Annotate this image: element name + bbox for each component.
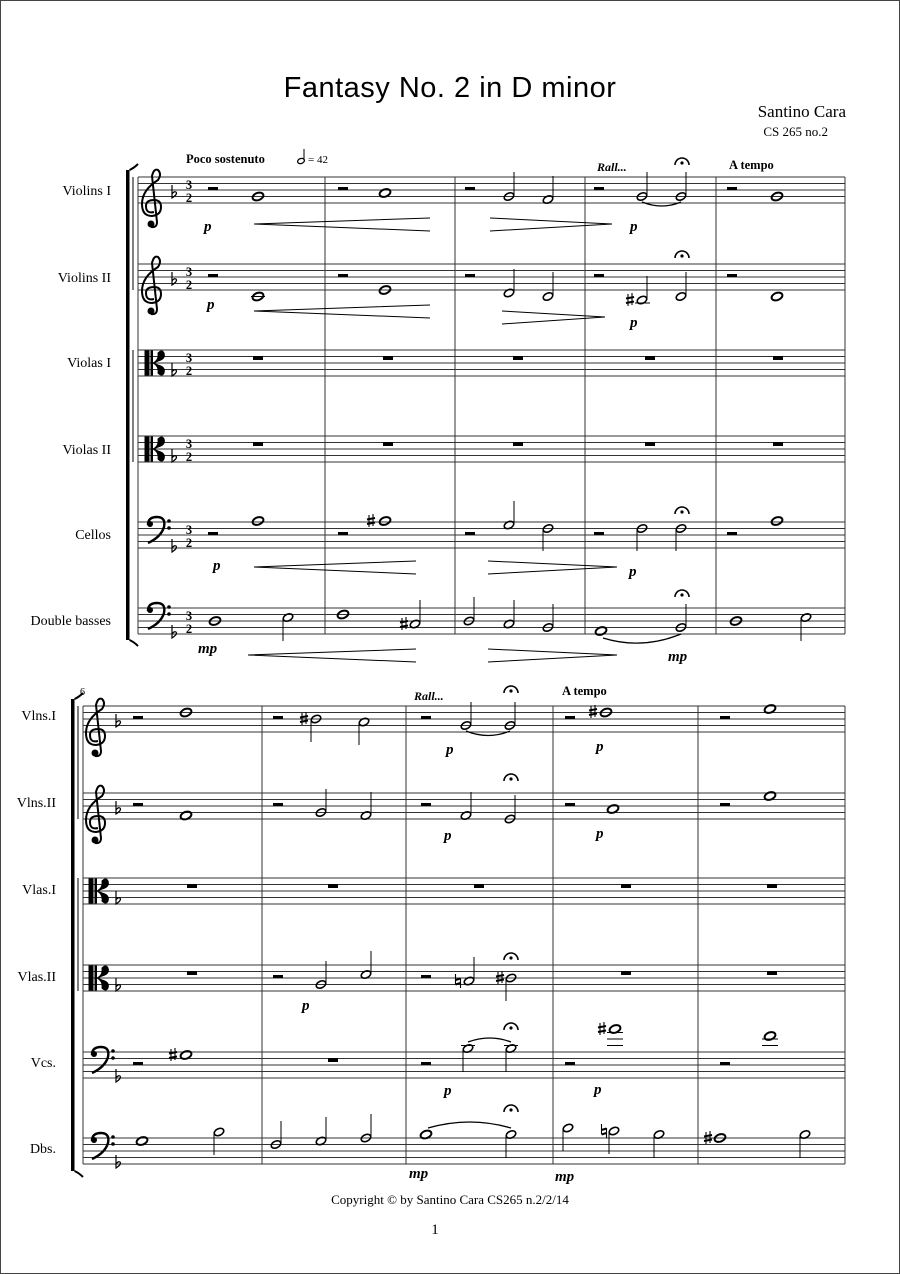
staff-label-vlas-1: Vlas.I bbox=[22, 883, 56, 898]
time-signature-top: 3 bbox=[185, 523, 193, 537]
time-signature-bottom: 2 bbox=[185, 191, 193, 205]
violins-2-notes bbox=[208, 251, 783, 306]
rall-marking: Rall... bbox=[414, 689, 444, 703]
time-signature-bottom: 2 bbox=[185, 278, 193, 292]
time-signature-top: 3 bbox=[185, 351, 193, 365]
vlas-2-notes bbox=[187, 951, 777, 1001]
staff-label-double-basses: Double basses bbox=[30, 614, 111, 629]
dynamic-marking: p bbox=[204, 219, 212, 235]
system-2 bbox=[71, 684, 845, 1185]
dynamic-marking: p bbox=[446, 742, 454, 758]
vlns-1-notes bbox=[133, 686, 776, 745]
staff-label-vlns-2: Vlns.II bbox=[16, 796, 56, 811]
system-1 bbox=[126, 149, 845, 665]
page-number: 1 bbox=[431, 1222, 439, 1238]
time-signature-top: 3 bbox=[185, 265, 193, 279]
time-signature-bottom: 2 bbox=[185, 536, 193, 550]
dynamic-marking: p bbox=[596, 826, 604, 842]
hairpins-system-1 bbox=[248, 218, 617, 662]
staff-label-vcs: Vcs. bbox=[30, 1056, 56, 1071]
staff-label-dbs: Dbs. bbox=[29, 1142, 56, 1157]
staff-label-vlns-1: Vlns.I bbox=[21, 709, 56, 724]
copyright-footer: Copyright © by Santino Cara CS265 n.2/2/14 bbox=[331, 1192, 569, 1207]
tempo-marking: Poco sostenuto bbox=[186, 152, 265, 166]
time-signature-bottom: 2 bbox=[185, 622, 193, 636]
time-signature-bottom: 2 bbox=[185, 364, 193, 378]
staff-label-vlas-2: Vlas.II bbox=[17, 970, 56, 985]
score-title: Fantasy No. 2 in D minor bbox=[283, 72, 617, 104]
staff-label-cellos: Cellos bbox=[75, 528, 111, 543]
dynamic-marking: mp bbox=[198, 641, 218, 657]
staff-label-violas-2: Violas II bbox=[62, 443, 111, 458]
dbs-notes bbox=[136, 1105, 811, 1158]
measure-number: 6 bbox=[80, 687, 85, 698]
staff-label-violins-1: Violins I bbox=[62, 184, 111, 199]
vcs-notes bbox=[133, 1022, 778, 1072]
time-signature-top: 3 bbox=[185, 609, 193, 623]
time-signature-top: 3 bbox=[185, 178, 193, 192]
violins-1-notes bbox=[208, 158, 783, 206]
dynamics-system-1 bbox=[198, 219, 688, 665]
dynamic-marking: p bbox=[444, 1083, 452, 1099]
dynamic-marking: p bbox=[213, 558, 221, 574]
dynamic-marking: mp bbox=[555, 1169, 575, 1185]
cellos-notes bbox=[208, 501, 783, 551]
dynamic-marking: p bbox=[596, 739, 604, 755]
dynamic-marking: p bbox=[594, 1082, 602, 1098]
dynamic-marking: p bbox=[630, 219, 638, 235]
metronome-mark: = 42 bbox=[308, 154, 328, 166]
dynamic-marking: p bbox=[444, 828, 452, 844]
dynamic-marking: mp bbox=[668, 649, 688, 665]
rall-marking: Rall... bbox=[597, 160, 627, 174]
a-tempo-marking: A tempo bbox=[729, 158, 774, 172]
dynamic-marking: p bbox=[629, 564, 637, 580]
time-signature-top: 3 bbox=[185, 437, 193, 451]
staff-label-violas-1: Violas I bbox=[67, 356, 111, 371]
composer-name: Santino Cara bbox=[757, 102, 846, 121]
staff-label-violins-2: Violins II bbox=[57, 271, 111, 286]
dynamic-marking: p bbox=[207, 297, 215, 313]
a-tempo-marking: A tempo bbox=[562, 684, 607, 698]
time-signatures-system-1 bbox=[186, 178, 192, 636]
catalog-number: CS 265 no.2 bbox=[763, 124, 828, 139]
dynamic-marking: p bbox=[630, 315, 638, 331]
time-signature-bottom: 2 bbox=[185, 450, 193, 464]
dynamic-marking: p bbox=[302, 998, 310, 1014]
half-note-icon bbox=[297, 149, 305, 165]
double-basses-notes bbox=[209, 590, 812, 643]
dynamic-marking: mp bbox=[409, 1166, 429, 1182]
